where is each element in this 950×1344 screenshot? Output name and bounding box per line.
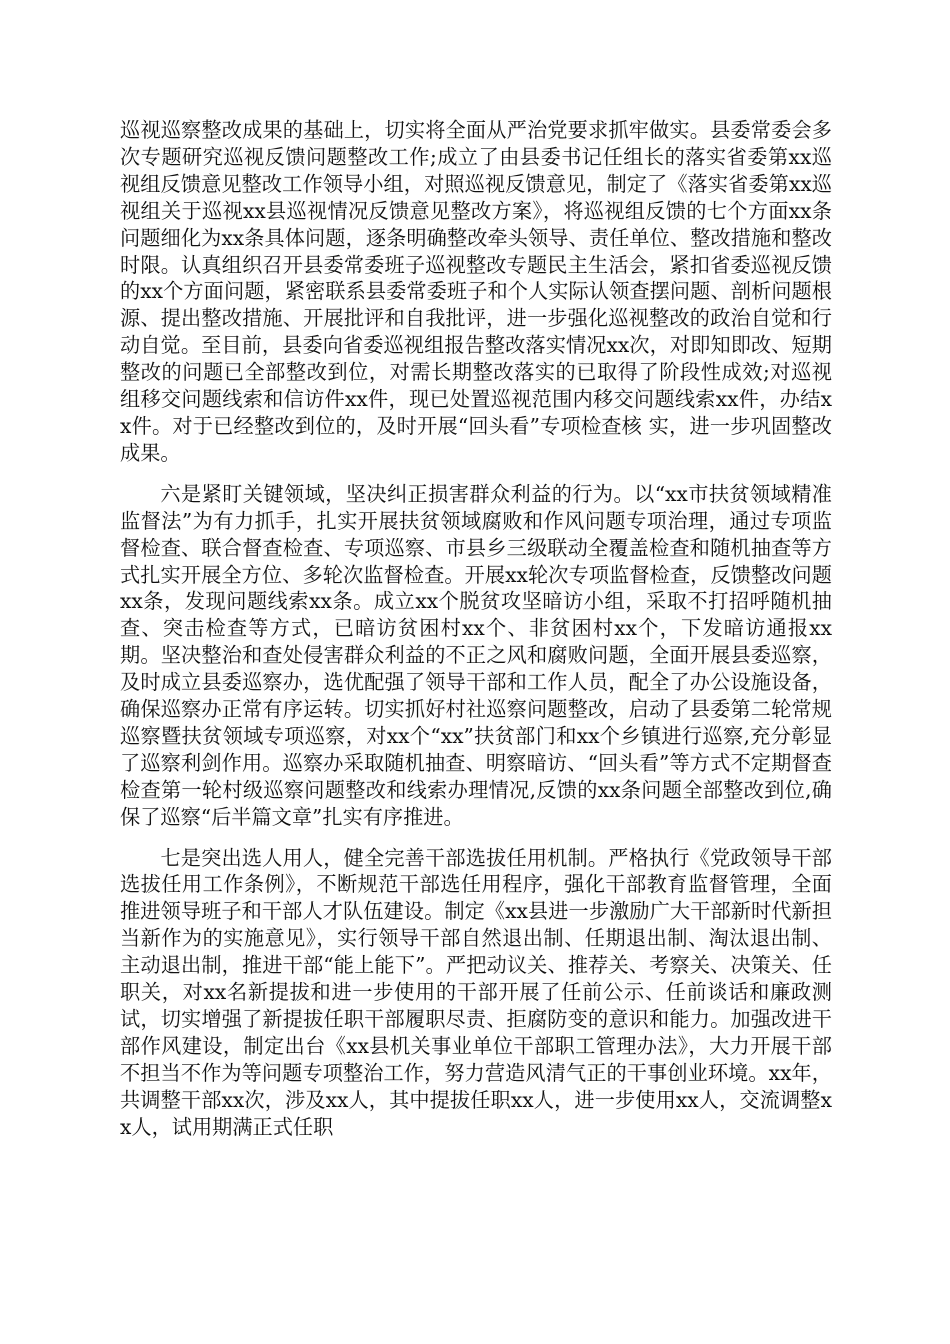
- paragraph-six-key-areas: 六是紧盯关键领域，坚决纠正损害群众利益的行为。以“xx市扶贫领域精准监督法”为有力抓手，扎实开展扶贫领域腐败和作风问题专项治理，通过专项监督检查、联合督查检查、专项巡察、市县乡三级联动全覆盖检查和随机抽查等方式扎实开展全方位、多轮次监督检查。开展xx轮次专项监督检查，反馈整改问题xx条，发现问题线索xx条。成立xx个脱贫攻坚暗访小组，采取不打招呼随机抽查、突击检查等方式，已暗访贫困村xx个、非贫困村xx个，下发暗访通报xx期。坚决整治和查处侵害群众利益的不正之风和腐败问题，全面开展县委巡察，及时成立县委巡察办，选优配强了领导干部和工作人员，配全了办公设施设备，确保巡察办正常有序运转。切实抓好村社巡察问题整改，启动了县委第二轮常规巡察暨扶贫领域专项巡察，对xx个“xx”扶贫部门和xx个乡镇进行巡察,充分彰显了巡察利剑作用。巡察办采取随机抽查、明察暗访、“回头看”等方式不定期督查检查第一轮村级巡察问题整改和线索办理情况,反馈的xx条问题全部整改到位,确保了巡察“后半篇文章”扎实有序推进。: [120, 481, 832, 829]
- paragraph-inspection-rectification: 巡视巡察整改成果的基础上，切实将全面从严治党要求抓牢做实。县委常委会多次专题研究巡视反馈问题整改工作;成立了由县委书记任组长的落实省委第xx巡视组反馈意见整改工作领导小组，对照巡视反馈意见，制定了《落实省委第xx巡视组关于巡视xx县巡视情况反馈意见整改方案》，将巡视组反馈的七个方面xx条问题细化为xx条具体问题，逐条明确整改牵头领导、责任单位、整改措施和整改时限。认真组织召开县委常委班子巡视整改专题民主生活会，紧扣省委巡视反馈的xx个方面问题，紧密联系县委常委班子和个人实际认领查摆问题、剖析问题根源、提出整改措施、开展批评和自我批评，进一步强化巡视整改的政治自觉和行动自觉。至目前，县委向省委巡视组报告整改落实情况xx次，对即知即改、短期整改的问题已全部整改到位，对需长期整改落实的已取得了阶段性成效;对巡视组移交问题线索和信访件xx件，现已处置巡视范围内移交问题线索xx件，办结xx件。对于已经整改到位的，及时开展“回头看”专项检查核 实，进一步巩固整改成果。: [120, 118, 832, 465]
- document-page: [120, 117, 832, 1141]
- paragraph-seven-personnel-selection: 七是突出选人用人，健全完善干部选拔任用机制。严格执行《党政领导干部选拔任用工作条例》，不断规范干部选任用程序，强化干部教育监督管理，全面推进领导班子和干部人才队伍建设。制定《xx县进一步激励广大干部新时代新担当新作为的实施意见》，实行领导干部自然退出制、任期退出制、淘汰退出制、主动退出制，推进干部“能上能下”。严把动议关、推荐关、考察关、决策关、任职关，对xx名新提拔和进一步使用的干部开展了任前公示、任前谈话和廉政测试，切实增强了新提拔任职干部履职尽责、拒腐防变的意识和能力。加强改进干部作风建设，制定出台《xx县机关事业单位干部职工管理办法》，大力开展干部不担当不作为等问题专项整治工作，努力营造风清气正的干事创业环境。xx年，共调整干部xx次，涉及xx人，其中提拔任职xx人，进一步使用xx人，交流调整xx人，试用期满正式任职: [120, 845, 832, 1139]
